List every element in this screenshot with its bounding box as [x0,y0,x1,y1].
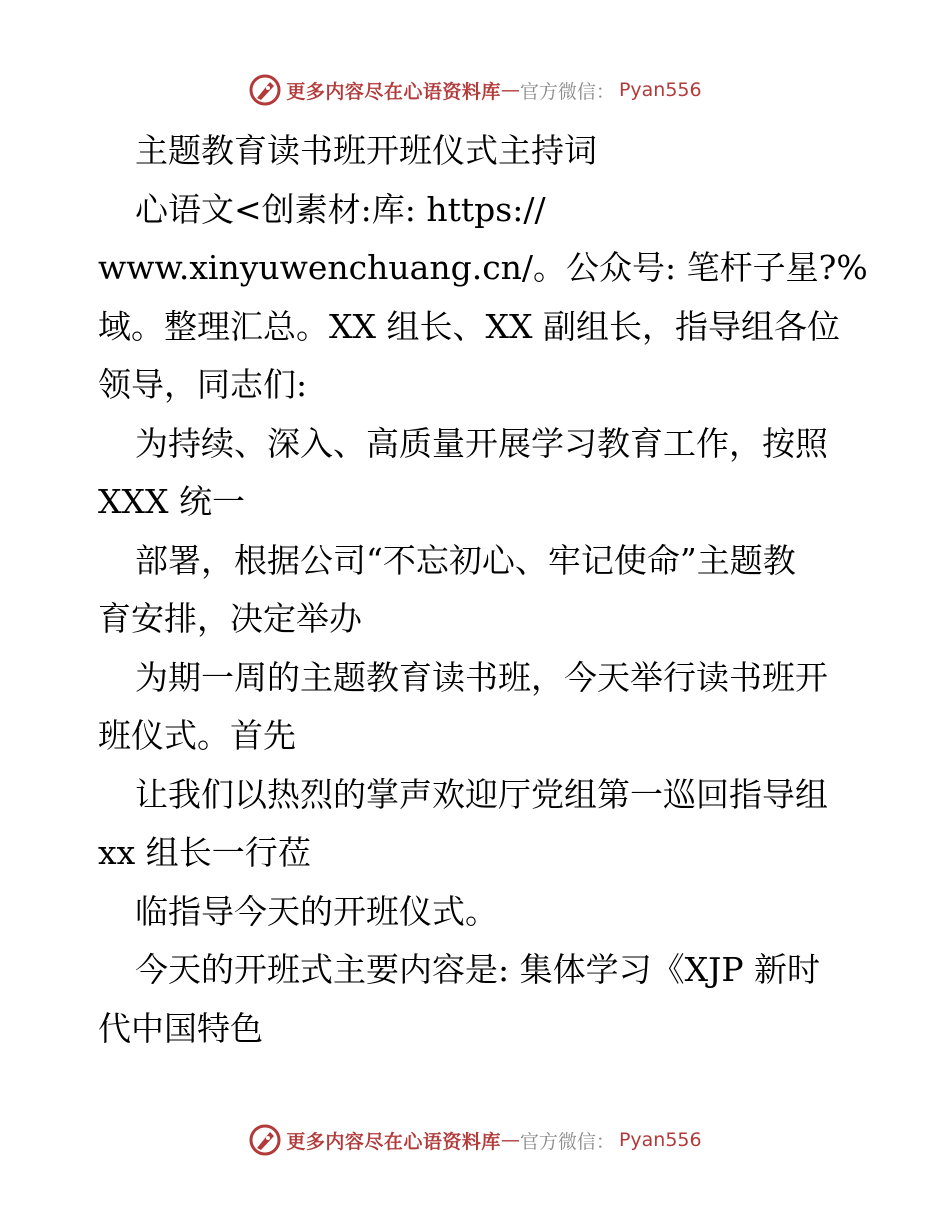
text-line: 班仪式。首先 [98,716,296,755]
text-line: xx 组长一行莅 [98,833,311,872]
text-line: 心语文<创素材:库: https:// [135,189,546,229]
text-line: 部署，根据公司“不忘初心、牢记使命”主题教 [135,540,796,580]
promo-text: 更多内容尽在心语资料库 [286,1130,501,1153]
document-title: 主题教育读书班开班仪式主持词 [135,131,597,170]
text-line: 今天的开班式主要内容是: 集体学习《XJP 新时 [135,950,821,989]
wechat-label: 官方微信： [519,1130,615,1153]
wechat-id: Pyan556 [618,79,702,101]
wechat-label: 官方微信： [519,80,615,103]
text-line: 临指导今天的开班仪式。 [135,891,498,931]
document-body [98,122,868,1058]
text-line: 域。整理汇总。XX 组长、XX 副组长，指导组各位 [98,306,840,346]
text-line: www.xinyuwenchuang.cn/。公众号: 笔杆子星?% [98,248,868,287]
pen-nib-circle-icon [248,1123,282,1157]
text-line: 代中国特色 [98,1008,263,1048]
text-line: 领导，同志们: [98,365,308,404]
separator-dash: — [500,1129,520,1151]
text-line: XXX 统一 [98,482,245,521]
text-line: 为持续、深入、高质量开展学习教育工作，按照 [135,423,828,463]
separator-dash: — [500,79,520,101]
text-line: 让我们以热烈的掌声欢迎厅党组第一巡回指导组 [135,774,828,814]
wechat-id: Pyan556 [618,1129,702,1151]
pen-nib-circle-icon [248,73,282,107]
text-line: 为期一周的主题教育读书班，今天举行读书班开 [135,657,828,697]
footer-banner [0,1120,950,1160]
promo-text: 更多内容尽在心语资料库 [286,80,501,103]
header-banner [0,70,950,110]
text-line: 育安排，决定举办 [98,599,362,638]
